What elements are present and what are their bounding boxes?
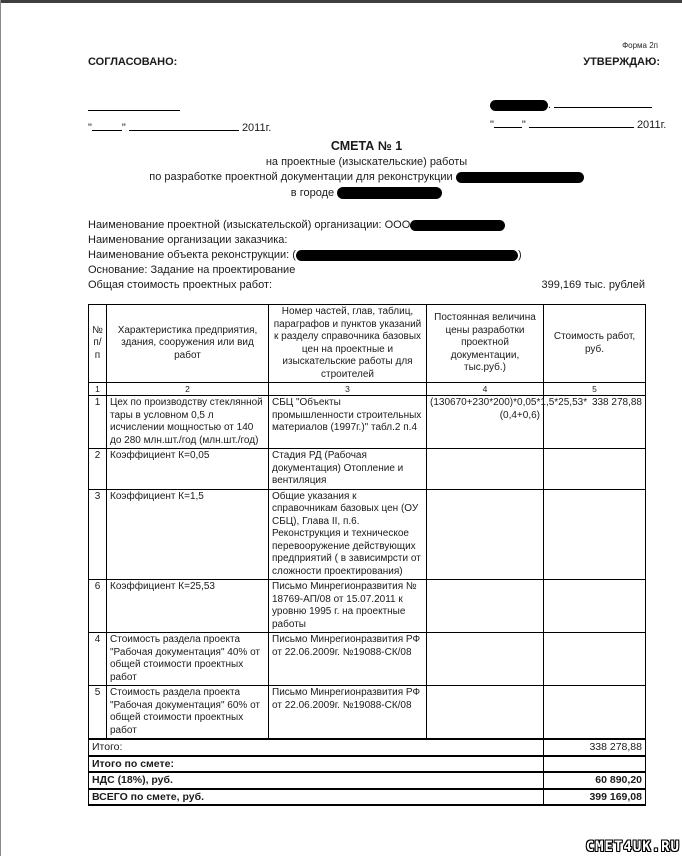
row-reference: Стадия РД (Рабочая документация) Отопление и вентиляция bbox=[269, 449, 427, 490]
agreed-label: СОГЛАСОВАНО: bbox=[88, 56, 178, 68]
estimate-number-title: СМЕТА № 1 bbox=[330, 139, 403, 153]
row-number: 3 bbox=[89, 489, 107, 580]
watermark-text: CMET4UK.RU bbox=[585, 839, 680, 855]
row-reference: СБЦ "Объекты промышленности строительных материалов (1997г.)" табл.2 п.4 bbox=[269, 396, 427, 449]
date-month-blank bbox=[129, 119, 239, 131]
colnum-5: 5 bbox=[544, 383, 646, 396]
scan-left-edge bbox=[0, 0, 1, 856]
basis-line: Основание: Задание на проектирование bbox=[88, 264, 296, 276]
info-block bbox=[88, 218, 645, 293]
date-line: " " 2011г. bbox=[490, 116, 666, 133]
header-constant-price: Постоянная величина цены разработки проектной документации, тыс.руб.) bbox=[427, 305, 544, 383]
year-label: 2011г. bbox=[636, 119, 667, 131]
row-number: 4 bbox=[89, 633, 107, 686]
colnum-2: 2 bbox=[107, 383, 269, 396]
header-row-number: № п/п bbox=[89, 305, 107, 383]
estimate-total-label: Итого по смете: bbox=[89, 756, 544, 773]
title-subline-2 bbox=[88, 170, 645, 186]
grand-total-label: ВСЕГО по смете, руб. bbox=[89, 789, 544, 806]
row-formula bbox=[427, 489, 544, 580]
row-description: Коэффициент К=25,53 bbox=[107, 580, 269, 633]
approved-label: УТВЕРЖДАЮ: bbox=[583, 56, 660, 68]
title-subline-2-text: по разработке проектной документации для реконструкции bbox=[149, 171, 453, 183]
object-line bbox=[88, 248, 645, 263]
row-number: 2 bbox=[89, 449, 107, 490]
customer-line: Наименование организации заказчика: bbox=[88, 234, 288, 246]
row-cost bbox=[544, 633, 646, 686]
row-formula bbox=[427, 686, 544, 740]
document-title bbox=[88, 139, 645, 201]
header-characteristic: Характеристика предприятия, здания, сооружения или вид работ bbox=[107, 305, 269, 383]
row-cost bbox=[544, 489, 646, 580]
row-number: 6 bbox=[89, 580, 107, 633]
redacted-object-description bbox=[296, 250, 518, 261]
estimate-total-row bbox=[89, 756, 646, 773]
signature-blank bbox=[88, 99, 180, 111]
title-subline-3-text: в городе bbox=[290, 186, 335, 199]
date-day-blank bbox=[494, 116, 522, 128]
org-name-label: Наименование проектной (изыскательской) организации: ООО bbox=[88, 219, 411, 231]
row-reference: Письмо Минрегионразвития РФ от 22.06.2009г. №19088-СК/08 bbox=[269, 633, 427, 686]
row-cost: 338 278,88 bbox=[544, 396, 646, 449]
object-label-suffix: ) bbox=[517, 249, 522, 261]
row-number: 1 bbox=[89, 396, 107, 449]
row-reference: Письмо Минрегионразвития РФ от 22.06.2009г. №19088-СК/08 bbox=[269, 686, 427, 740]
row-description: Стоимость раздела проекта "Рабочая документация" 60% от общей стоимости проектных работ bbox=[107, 686, 269, 740]
total-cost-label: Общая стоимость проектных работ: bbox=[88, 279, 273, 291]
row-description: Цех по производству стеклянной тары в условном 0,5 л исчислении мощностью от 140 до 280 млн.шт./год (млн.шт./год) bbox=[107, 396, 269, 449]
table-row bbox=[89, 449, 646, 490]
title-subline-1: на проектные (изыскательские) работы bbox=[265, 155, 468, 168]
row-cost bbox=[544, 580, 646, 633]
row-cost bbox=[544, 686, 646, 740]
total-cost-value: 399,169 тыс. рублей bbox=[541, 279, 645, 291]
table-header-row bbox=[89, 305, 646, 383]
signature-block-left bbox=[88, 99, 271, 139]
row-formula: (130670+230*200)*0,05*1,5*25,53*(0,4+0,6) bbox=[427, 396, 544, 449]
row-description: Коэффициент К=1,5 bbox=[107, 489, 269, 580]
header-reference: Номер частей, глав, таблиц, параграфов и пунктов указаний к разделу справочника базовых цен на проектные и изыскательские работы для строителей bbox=[269, 305, 427, 383]
row-reference: Письмо Минрегионразвития № 18769-АП/08 от 15.07.2011 к уровню 1995 г. на проектные работы bbox=[269, 580, 427, 633]
vat-label: НДС (18%), руб. bbox=[89, 772, 544, 789]
row-formula bbox=[427, 449, 544, 490]
estimate-table-container bbox=[88, 304, 646, 806]
table-row bbox=[89, 686, 646, 740]
estimate-table bbox=[88, 304, 646, 806]
vat-row bbox=[89, 772, 646, 789]
signature-block-right bbox=[490, 96, 666, 136]
form-number-label: Форма 2п bbox=[622, 41, 658, 50]
row-cost bbox=[544, 449, 646, 490]
title-subline-3 bbox=[88, 186, 645, 202]
redacted-object-name bbox=[456, 172, 584, 183]
grand-total-value: 399 169,08 bbox=[544, 789, 646, 806]
row-number: 5 bbox=[89, 686, 107, 740]
table-row bbox=[89, 580, 646, 633]
table-row bbox=[89, 489, 646, 580]
signature-blank bbox=[554, 96, 652, 108]
signature-line bbox=[88, 99, 271, 116]
colnum-1: 1 bbox=[89, 383, 107, 396]
object-label: Наименование объекта реконструкции: ( bbox=[88, 249, 296, 261]
org-name-line bbox=[88, 218, 645, 233]
row-formula bbox=[427, 580, 544, 633]
year-label: 2011г. bbox=[241, 122, 272, 134]
grand-total-row bbox=[89, 789, 646, 806]
redacted-org-name bbox=[410, 220, 505, 231]
scan-top-edge bbox=[0, 0, 682, 3]
redacted-name bbox=[490, 100, 548, 111]
signature-line: . bbox=[490, 96, 666, 113]
redacted-city-name bbox=[337, 187, 442, 199]
row-formula bbox=[427, 633, 544, 686]
vat-value: 60 890,20 bbox=[544, 772, 646, 789]
table-row bbox=[89, 396, 646, 449]
estimate-total-value bbox=[544, 756, 646, 773]
row-description: Стоимость раздела проекта "Рабочая документация" 40% от общей стоимости проектных работ bbox=[107, 633, 269, 686]
table-row bbox=[89, 633, 646, 686]
date-line: " " 2011г. bbox=[88, 119, 271, 136]
subtotal-value: 338 278,88 bbox=[544, 739, 646, 756]
row-reference: Общие указания к справочникам базовых цен (ОУ СБЦ), Глава II, п.6. Реконструкция и техническое перевооружение действующих предприятий ( в зависимрсти от сложности проектирования) bbox=[269, 489, 427, 580]
date-month-blank bbox=[529, 116, 634, 128]
subtotal-row bbox=[89, 739, 646, 756]
header-cost: Стоимость работ, руб. bbox=[544, 305, 646, 383]
subtotal-label: Итого: bbox=[89, 739, 544, 756]
column-numbers-row bbox=[89, 383, 646, 396]
colnum-3: 3 bbox=[269, 383, 427, 396]
row-description: Коэффициент К=0,05 bbox=[107, 449, 269, 490]
date-day-blank bbox=[92, 119, 122, 131]
total-cost-line bbox=[88, 278, 645, 293]
colnum-4: 4 bbox=[427, 383, 544, 396]
